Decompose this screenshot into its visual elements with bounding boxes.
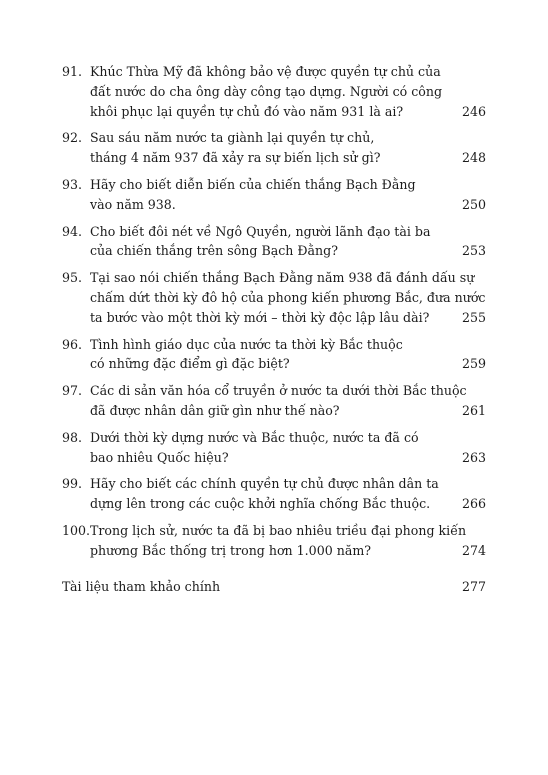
entry-number: 94. [62, 223, 83, 239]
toc-entry-94 [62, 222, 486, 262]
toc-entry-97 [62, 381, 486, 421]
entry-page-number: 261 [461, 402, 486, 418]
toc-entry-references [62, 577, 486, 597]
entry-title-line: đã được nhân dân giữ gìn như thế nào? [90, 402, 340, 418]
entry-title-line: có những đặc điểm gì đặc biệt? [90, 356, 290, 372]
entry-number: 92. [62, 130, 83, 146]
toc-entry-100 [62, 521, 486, 561]
entry-page-number: 266 [461, 496, 486, 512]
toc-entry-96 [62, 335, 486, 375]
entry-number: 99. [62, 476, 83, 492]
entry-title-line: Khúc Thừa Mỹ đã không bảo vệ được quyền tự chủ của [90, 64, 441, 79]
entry-number: 93. [62, 176, 83, 192]
entry-title-line: Hãy cho biết các chính quyền tự chủ được nhân dân ta [90, 476, 439, 492]
entry-page-number: 248 [461, 150, 486, 166]
entry-title-line: Cho biết đôi nét về Ngô Quyền, người lãnh đạo tài ba [90, 223, 431, 239]
entry-title-line: khôi phục lại quyền tự chủ đó vào năm 931 là ai? [90, 103, 404, 119]
entry-page-number: 263 [461, 449, 486, 465]
table-of-contents [62, 62, 486, 603]
toc-entry-93 [62, 175, 486, 215]
entry-title-line: của chiến thắng trên sông Bạch Đằng? [90, 243, 338, 259]
entry-page-number: 253 [461, 243, 486, 259]
entry-page-number: 274 [461, 542, 486, 558]
entry-title-line: Dưới thời kỳ dựng nước và Bắc thuộc, nước ta đã có [90, 429, 419, 445]
entry-title-line: phương Bắc thống trị trong hơn 1.000 năm? [90, 542, 372, 558]
references-label: Tài liệu tham khảo chính [62, 578, 221, 594]
toc-entry-99 [62, 474, 486, 514]
entry-page-number: 259 [461, 356, 486, 372]
toc-entry-95 [62, 268, 486, 327]
toc-entry-91 [62, 62, 486, 121]
entry-title-line: ta bước vào một thời kỳ mới – thời kỳ độc lập lâu dài? [90, 309, 430, 325]
toc-entry-98 [62, 428, 486, 468]
entry-title-line: bao nhiêu Quốc hiệu? [90, 449, 229, 465]
entry-title-line: Hãy cho biết diễn biến của chiến thắng Bạch Đằng [90, 176, 416, 192]
entry-page-number: 246 [461, 103, 486, 119]
toc-entry-92 [62, 128, 486, 168]
entry-title-line: chấm dứt thời kỳ đô hộ của phong kiến phương Bắc, đưa nước [90, 289, 486, 305]
entry-title-line: dựng lên trong các cuộc khởi nghĩa chống Bắc thuộc. [90, 496, 431, 512]
entry-title-line: Tình hình giáo dục của nước ta thời kỳ Bắc thuộc [90, 336, 403, 352]
entry-title-line: đất nước do cha ông dày công tạo dựng. Người có công [90, 83, 443, 99]
entry-title-line: Trong lịch sử, nước ta đã bị bao nhiêu triều đại phong kiến [90, 522, 467, 538]
entry-title-line: tháng 4 năm 937 đã xảy ra sự biến lịch sử gì? [90, 150, 381, 166]
entry-number: 96. [62, 336, 83, 352]
entry-title-line: Sau sáu năm nước ta giành lại quyền tự chủ, [90, 130, 375, 146]
entry-page-number: 250 [461, 196, 486, 212]
entry-title-line: Các di sản văn hóa cổ truyền ở nước ta dưới thời Bắc thuộc [90, 383, 467, 399]
entry-number: 91. [62, 64, 83, 79]
entry-number: 98. [62, 429, 83, 445]
entry-page-number: 255 [461, 309, 486, 325]
entry-number: 97. [62, 383, 83, 399]
entry-title-line: vào năm 938. [90, 196, 176, 212]
entry-number: 100. [62, 522, 91, 538]
references-page-number: 277 [461, 578, 486, 594]
entry-title-line: Tại sao nói chiến thắng Bạch Đằng năm 938 đã đánh dấu sự [90, 270, 475, 286]
entry-number: 95. [62, 270, 83, 286]
